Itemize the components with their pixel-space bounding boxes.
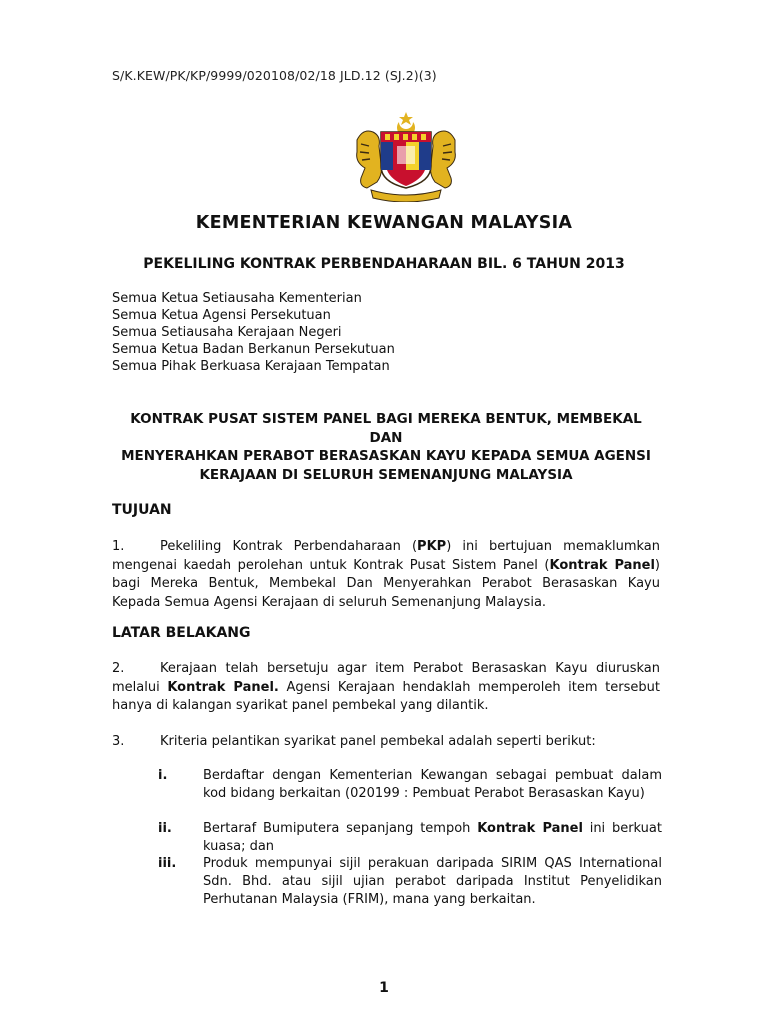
subject-line: KONTRAK PUSAT SISTEM PANEL BAGI MEREKA BENTUK, MEMBEKAL DAN xyxy=(130,411,642,446)
criteria-item xyxy=(158,767,662,803)
paragraph-number: 1. xyxy=(112,539,125,554)
criteria-item xyxy=(158,855,662,909)
circular-title: PEKELILING KONTRAK PERBENDAHARAAN BIL. 6 TAHUN 2013 xyxy=(143,256,625,272)
recipient-list xyxy=(112,290,395,375)
item-text: Berdaftar dengan Kementerian Kewangan sebagai pembuat dalam kod bidang berkaitan (020199 : Pembuat Perabot Berasaskan Kayu) xyxy=(203,768,662,801)
criteria-item xyxy=(158,820,662,856)
paragraph-text: ) ini bertujuan memaklumkan mengenai kaedah perolehan untuk Kontrak Pusat Sistem Panel ( xyxy=(112,539,660,573)
coat-of-arms-emblem xyxy=(347,110,465,202)
paragraph-3 xyxy=(112,733,660,752)
paragraph-bold-text: Kontrak Panel xyxy=(549,557,655,573)
paragraph-text: Agensi Kerajaan hendaklah memperoleh item tersebut hanya di kalangan syarikat panel pembekal yang dilantik. xyxy=(112,679,660,713)
page-number: 1 xyxy=(379,980,389,996)
recipient-line: Semua Ketua Badan Berkanun Persekutuan xyxy=(112,342,395,357)
item-text xyxy=(203,820,662,856)
item-text: Produk mempunyai sijil perakuan daripada SIRIM QAS International Sdn. Bhd. atau sijil ujian perabot daripada Institut Penyelidikan Perhutanan Malaysia (FRIM), mana yang berkaitan. xyxy=(203,856,662,907)
recipient-line: Semua Ketua Setiausaha Kementerian xyxy=(112,291,362,306)
paragraph-bold-text: PKP xyxy=(417,539,447,554)
recipient-line: Semua Setiausaha Kerajaan Negeri xyxy=(112,325,342,340)
reference-number: S/K.KEW/PK/KP/9999/020108/02/18 JLD.12 (SJ.2)(3) xyxy=(112,68,437,83)
section-heading-latar-belakang: LATAR BELAKANG xyxy=(112,625,251,641)
item-number: ii. xyxy=(158,821,172,836)
item-number: iii. xyxy=(158,856,177,871)
item-bold-text: Kontrak Panel xyxy=(477,821,583,836)
recipient-line: Semua Pihak Berkuasa Kerajaan Tempatan xyxy=(112,359,390,374)
section-heading-tujuan: TUJUAN xyxy=(112,502,172,518)
paragraph-2 xyxy=(112,660,660,716)
subject-line: KERAJAAN DI SELURUH SEMENANJUNG MALAYSIA xyxy=(199,466,573,483)
paragraph-number: 2. xyxy=(112,661,125,676)
paragraph-text: ) bagi Mereka Bentuk, Membekal Dan Menyerahkan Perabot Berasaskan Kayu Kepada Semua Agensi Kerajaan di seluruh Semenanjung Malaysia. xyxy=(112,557,660,610)
item-text-part: ini berkuat kuasa; dan xyxy=(203,821,662,854)
paragraph-1 xyxy=(112,538,660,612)
paragraph-number: 3. xyxy=(112,734,125,749)
item-number: i. xyxy=(158,768,168,783)
paragraph-text: Kerajaan telah bersetuju agar item Perabot Berasaskan Kayu diuruskan melalui xyxy=(112,661,660,695)
item-text-part: Bertaraf Bumiputera sepanjang tempoh xyxy=(203,821,478,836)
paragraph-text: Kriteria pelantikan syarikat panel pembekal adalah seperti berikut: xyxy=(160,734,596,749)
ministry-title: KEMENTERIAN KEWANGAN MALAYSIA xyxy=(195,213,573,233)
recipient-line: Semua Ketua Agensi Persekutuan xyxy=(112,308,331,323)
subject-line: MENYERAHKAN PERABOT BERASASKAN KAYU KEPADA SEMUA AGENSI xyxy=(121,448,651,464)
subject-heading xyxy=(112,410,660,484)
paragraph-bold-text: Kontrak Panel. xyxy=(167,679,279,695)
paragraph-text: Pekeliling Kontrak Perbendaharaan ( xyxy=(160,539,418,554)
